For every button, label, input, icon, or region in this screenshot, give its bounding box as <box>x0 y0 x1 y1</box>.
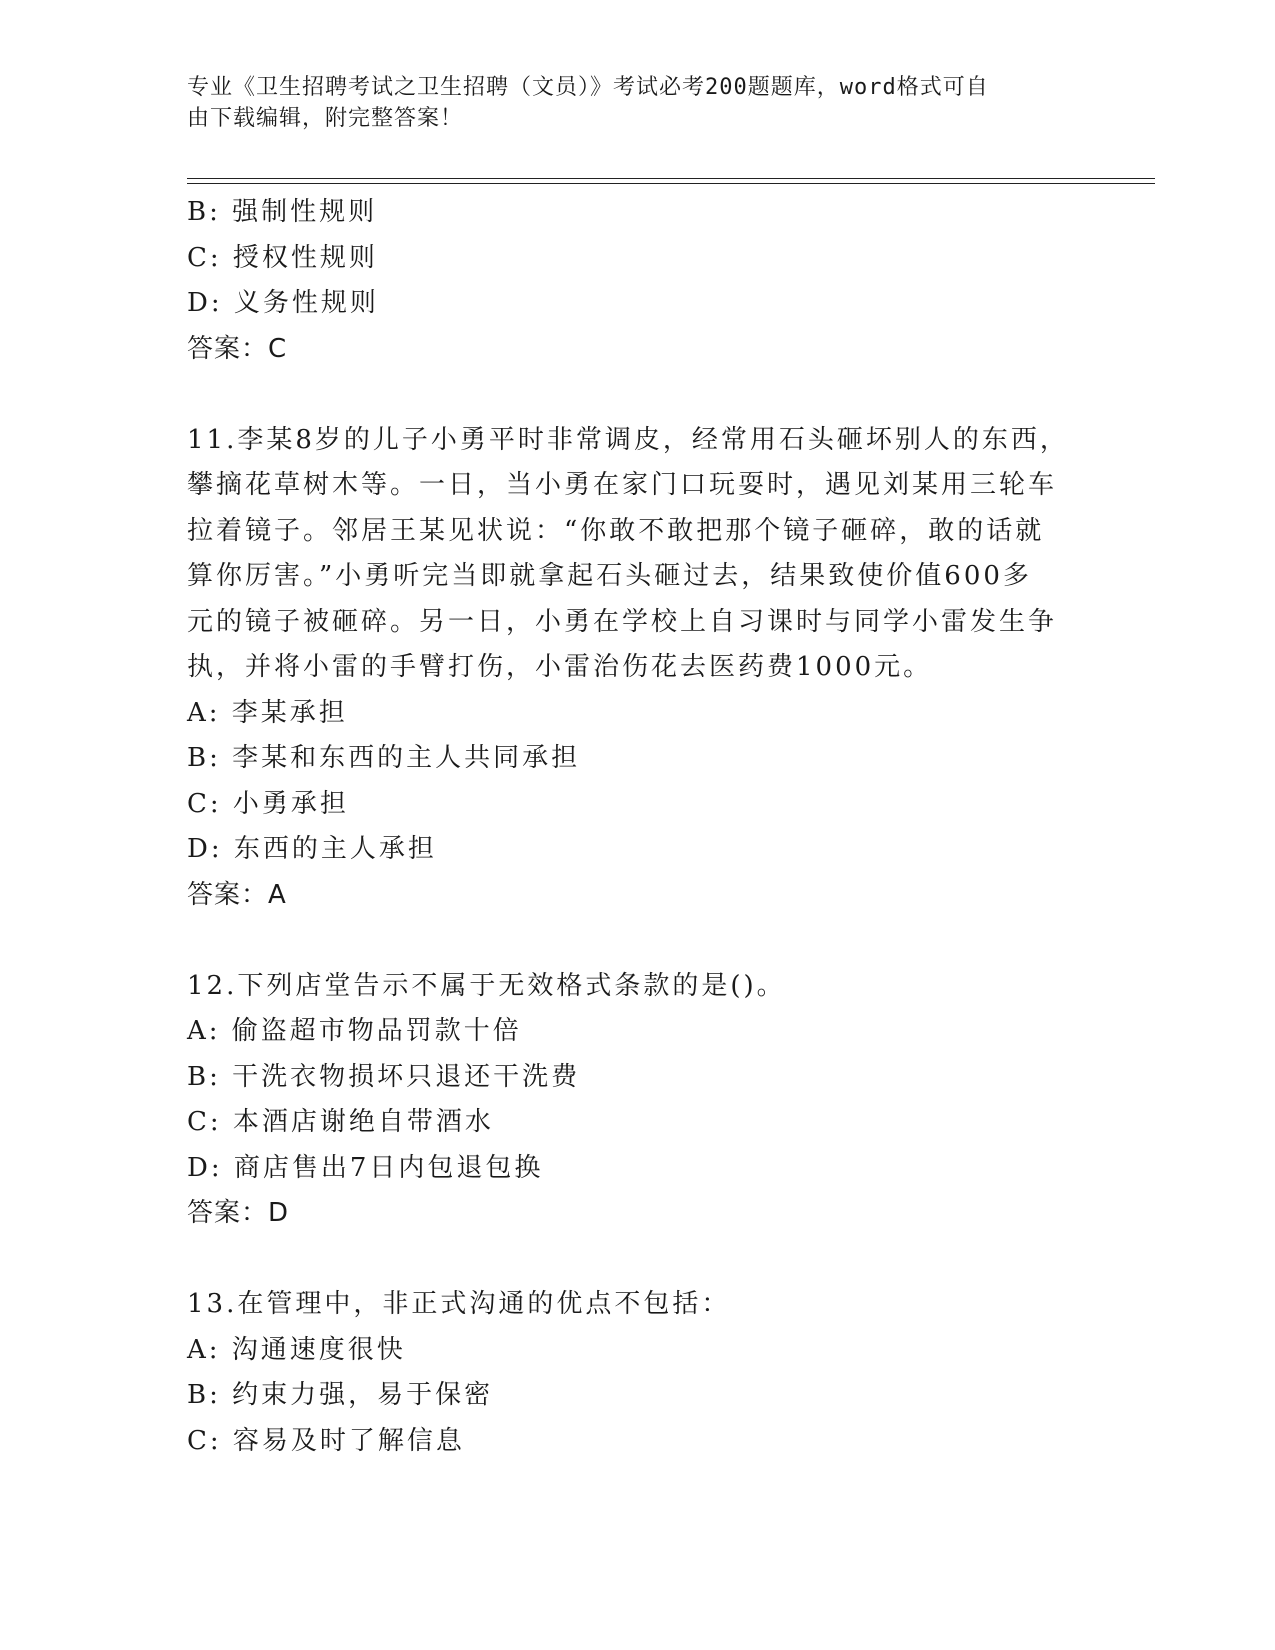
question-stem-line: 11.李某8岁的儿子小勇平时非常调皮，经常用石头砸坏别人的东西， <box>187 424 1069 455</box>
option-d: D: 义务性规则 <box>187 288 379 318</box>
option-b: B: 强制性规则 <box>187 197 378 227</box>
answer-line: 答案：D <box>187 1198 290 1228</box>
question-stem-line: 执，并将小雷的手臂打伤，小雷治伤花去医药费1000元。 <box>187 652 933 682</box>
question-stem-line: 攀摘花草树木等。一日，当小勇在家门口玩耍时，遇见刘某用三轮车 <box>187 470 1058 500</box>
option-d: D: 商店售出7日内包退包换 <box>187 1152 544 1183</box>
option-a: A: 偷盗超市物品罚款十倍 <box>187 1016 522 1046</box>
spacer <box>187 1237 1067 1283</box>
question-stem-line: 算你厉害。”小勇听完当即就拿起石头砸过去，结果致使价值600多 <box>187 561 1032 591</box>
spacer <box>187 918 1067 964</box>
option-c: C: 小勇承担 <box>187 788 349 819</box>
question-content <box>187 190 1067 1464</box>
answer-line: 答案：C <box>187 333 288 364</box>
option-c: C: 授权性规则 <box>187 242 378 273</box>
header-line-1: 专业《卫生招聘考试之卫生招聘（文员）》考试必考200题题库，word格式可自 <box>187 75 989 100</box>
question-stem-line: 拉着镜子。邻居王某见状说：“你敢不敢把那个镜子砸碎，敢的话就 <box>187 515 1045 546</box>
question-stem-line: 12.下列店堂告示不属于无效格式条款的是()。 <box>187 970 786 1001</box>
answer-line: 答案：A <box>187 879 287 910</box>
option-d: D: 东西的主人承担 <box>187 834 437 864</box>
option-c: C: 容易及时了解信息 <box>187 1425 465 1456</box>
option-b: B: 李某和东西的主人共同承担 <box>187 743 581 773</box>
question-10-continued <box>187 190 1067 372</box>
option-b: B: 干洗衣物损坏只退还干洗费 <box>187 1061 581 1092</box>
header-divider <box>187 178 1155 184</box>
question-13 <box>187 1282 1067 1464</box>
option-c: C: 本酒店谢绝自带酒水 <box>187 1107 494 1137</box>
header-line-2: 由下载编辑，附完整答案！ <box>187 106 464 131</box>
option-b: B: 约束力强，易于保密 <box>187 1380 494 1410</box>
question-stem-line: 13.在管理中，非正式沟通的优点不包括： <box>187 1289 731 1319</box>
option-a: A: 沟通速度很快 <box>187 1334 406 1365</box>
question-11 <box>187 418 1067 919</box>
document-header <box>187 72 1067 134</box>
option-a: A: 李某承担 <box>187 697 348 728</box>
question-stem-line: 元的镜子被砸碎。另一日，小勇在学校上自习课时与同学小雷发生争 <box>187 606 1058 637</box>
spacer <box>187 372 1067 418</box>
question-12 <box>187 964 1067 1237</box>
